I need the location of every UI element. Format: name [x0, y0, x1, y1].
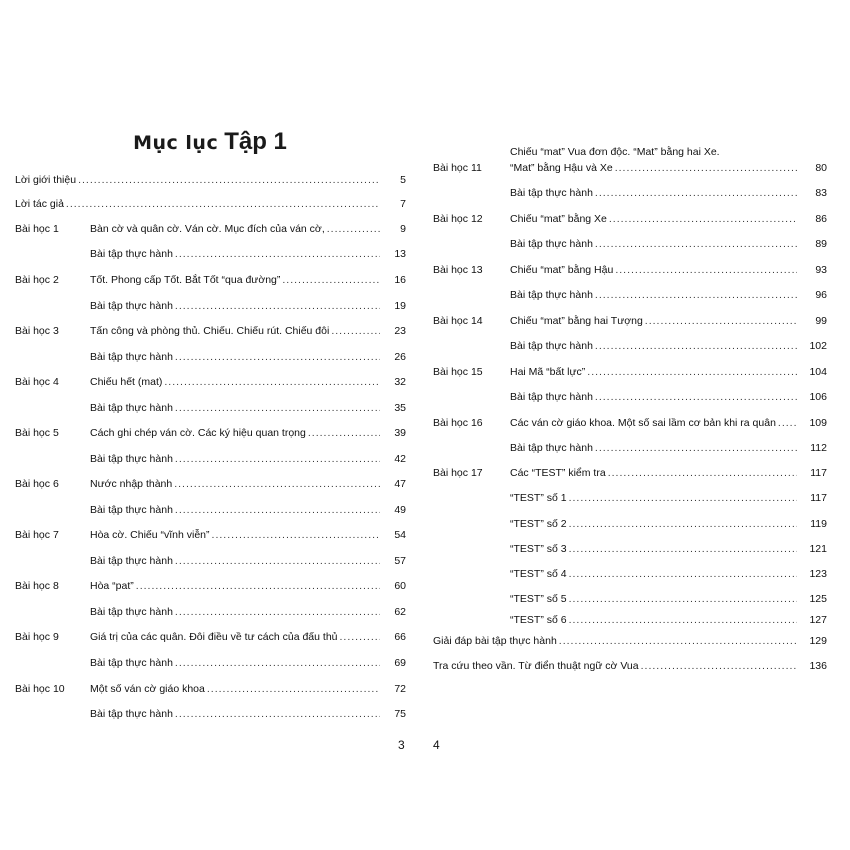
- page-number: 83: [815, 187, 827, 199]
- dot-leader: [207, 681, 380, 697]
- entry-text: Chiếu “mat” bằng Xe: [510, 213, 607, 225]
- toc-entry: [0, 527, 420, 543]
- entry-text: Tốt. Phong cấp Tốt. Bắt Tốt “qua đường”: [90, 274, 281, 286]
- toc-entry: [0, 400, 420, 416]
- dot-leader: [595, 287, 797, 303]
- toc-entry: [425, 211, 850, 227]
- page-number-right: 4: [433, 738, 440, 752]
- lesson-label: Bài học 13: [433, 264, 483, 276]
- toc-entry: [0, 272, 420, 288]
- page-number: 136: [809, 660, 827, 672]
- entry-text: Giải đáp bài tập thực hành: [433, 635, 557, 647]
- page-number: 5: [400, 174, 406, 186]
- toc-entry: [425, 338, 850, 354]
- toc-entry: [0, 196, 420, 212]
- right-page: [425, 0, 850, 850]
- dot-leader: [212, 527, 380, 543]
- entry-text: Các “TEST” kiểm tra: [510, 467, 606, 479]
- page-number: 127: [809, 614, 827, 626]
- lesson-11-first-line: [510, 144, 720, 160]
- toc-entry: [425, 541, 850, 557]
- lesson-label: Bài học 16: [433, 417, 483, 429]
- dot-leader: [175, 604, 380, 620]
- dot-leader: [645, 313, 797, 329]
- entry-text: Bài tập thực hành: [510, 238, 593, 250]
- toc-entry: [425, 236, 850, 252]
- entry-text: Lời giới thiệu: [15, 174, 77, 186]
- dot-leader: [569, 591, 797, 607]
- dot-leader: [569, 516, 797, 532]
- entry-text: “TEST” số 4: [510, 568, 567, 580]
- lesson-label: Bài học 15: [433, 366, 483, 378]
- entry-text: Bài tập thực hành: [510, 289, 593, 301]
- lesson-label: Bài học 1: [15, 223, 59, 235]
- dot-leader: [569, 490, 797, 506]
- entry-text: “TEST” số 5: [510, 593, 567, 605]
- dot-leader: [595, 338, 797, 354]
- lesson-label: Bài học 6: [15, 478, 59, 490]
- toc-entry: [425, 440, 850, 456]
- page-number: 62: [394, 606, 406, 618]
- dot-leader: [66, 196, 380, 212]
- toc-entry: [425, 313, 850, 329]
- page-number: 129: [809, 635, 827, 647]
- page-number: 26: [394, 351, 406, 363]
- entry-text: Lời tác giả: [15, 198, 64, 210]
- entry-text: Chiếu “mat” bằng hai Tượng: [510, 315, 643, 327]
- toc-entry: [425, 364, 850, 380]
- page-number: 119: [810, 518, 827, 530]
- toc-entry: [0, 451, 420, 467]
- lesson-label: Bài học 14: [433, 315, 483, 327]
- entry-text: Bài tập thực hành: [90, 504, 173, 516]
- dot-leader: [569, 566, 797, 582]
- dot-leader: [615, 160, 797, 176]
- toc-entry: [425, 591, 850, 607]
- page-number: 57: [394, 555, 406, 567]
- page-number: 47: [394, 478, 406, 490]
- lesson-label: Bài học 10: [15, 683, 65, 695]
- toc-entry: [425, 389, 850, 405]
- page-number: 99: [815, 315, 827, 327]
- lesson-label: Bài học 12: [433, 213, 483, 225]
- page-number: 102: [809, 340, 827, 352]
- toc-entry: [0, 246, 420, 262]
- toc-entry: [0, 604, 420, 620]
- page-number: 109: [809, 417, 827, 429]
- page-number: 13: [394, 248, 406, 260]
- dot-leader: [174, 476, 380, 492]
- page-number: 54: [394, 529, 406, 541]
- page-number: 72: [394, 683, 406, 695]
- entry-text: Tra cứu theo vần. Từ điển thuật ngữ cờ Vua: [433, 660, 639, 672]
- entry-text: “Mat” bằng Hậu và Xe: [510, 162, 613, 174]
- page-number: 49: [394, 504, 406, 516]
- page-title: [0, 128, 420, 156]
- page-number-left: 3: [398, 738, 405, 752]
- dot-leader: [569, 612, 797, 628]
- entry-text: Nước nhập thành: [90, 478, 173, 490]
- lesson-label: Bài học 7: [15, 529, 59, 541]
- dot-leader: [175, 706, 380, 722]
- toc-entry: [425, 490, 850, 506]
- dot-leader: [175, 451, 380, 467]
- toc-entry: [0, 681, 420, 697]
- dot-leader: [778, 415, 797, 431]
- lesson-label: Bài học 17: [433, 467, 483, 479]
- toc-entry: [425, 633, 850, 649]
- dot-leader: [587, 364, 797, 380]
- toc-entry: [0, 425, 420, 441]
- entry-text: “TEST” số 2: [510, 518, 567, 530]
- entry-text: Bài tập thực hành: [510, 391, 593, 403]
- lesson-label: Bài học 11: [433, 162, 482, 174]
- entry-text: Bài tập thực hành: [90, 300, 173, 312]
- dot-leader: [175, 553, 380, 569]
- dot-leader: [595, 389, 797, 405]
- entry-text: Bài tập thực hành: [510, 442, 593, 454]
- page-number: 7: [400, 198, 406, 210]
- dot-leader: [331, 323, 380, 339]
- entry-text: Bài tập thực hành: [90, 555, 173, 567]
- entry-text: Hòa cờ. Chiếu “vĩnh viễn”: [90, 529, 210, 541]
- page-number: 104: [809, 366, 827, 378]
- page-number: 69: [394, 657, 406, 669]
- entry-text: Giá trị của các quân. Đôi điều về tư cách của đấu thủ: [90, 631, 338, 643]
- dot-leader: [78, 172, 380, 188]
- page-number: 35: [394, 402, 406, 414]
- toc-entry: [425, 415, 850, 431]
- toc-entry: [425, 516, 850, 532]
- dot-leader: [569, 541, 797, 557]
- dot-leader: [327, 221, 380, 237]
- entry-text: Chiếu “mat” bằng Hậu: [510, 264, 614, 276]
- dot-leader: [340, 629, 380, 645]
- entry-text: “TEST” số 1: [510, 492, 567, 504]
- toc-entry: [0, 298, 420, 314]
- lesson-label: Bài học 5: [15, 427, 59, 439]
- entry-text: Tấn công và phòng thủ. Chiếu. Chiếu rút. Chiếu đôi: [90, 325, 330, 337]
- dot-leader: [175, 655, 380, 671]
- page-number: 93: [815, 264, 827, 276]
- dot-leader: [595, 236, 797, 252]
- entry-text: Bài tập thực hành: [90, 402, 173, 414]
- entry-text: Bài tập thực hành: [90, 453, 173, 465]
- toc-entry: [0, 578, 420, 594]
- page-number: 117: [810, 467, 827, 479]
- entry-text: Bài tập thực hành: [90, 708, 173, 720]
- toc-entry: [425, 612, 850, 628]
- page-number: 42: [394, 453, 406, 465]
- toc-entry: [0, 553, 420, 569]
- page-number: 80: [815, 162, 827, 174]
- dot-leader: [559, 633, 797, 649]
- lesson-label: Bài học 3: [15, 325, 59, 337]
- dot-leader: [175, 246, 380, 262]
- dot-leader: [175, 502, 380, 518]
- lesson-label: Bài học 8: [15, 580, 59, 592]
- dot-leader: [164, 374, 380, 390]
- toc-entry: [425, 185, 850, 201]
- toc-entry: [425, 287, 850, 303]
- entry-text: Cách ghi chép ván cờ. Các ký hiệu quan trọng: [90, 427, 306, 439]
- toc-entry: [425, 262, 850, 278]
- page-number: 86: [815, 213, 827, 225]
- page-number: 32: [394, 376, 406, 388]
- entry-text: Bài tập thực hành: [90, 606, 173, 618]
- entry-text: Chiếu “mat” Vua đơn độc. “Mat” bằng hai Xe.: [510, 146, 720, 158]
- entry-text: Hai Mã “bất lực”: [510, 366, 586, 378]
- page-number: 123: [809, 568, 827, 580]
- lesson-label: Bài học 2: [15, 274, 59, 286]
- dot-leader: [595, 185, 797, 201]
- toc-entry: [0, 323, 420, 339]
- entry-text: Một số ván cờ giáo khoa: [90, 683, 205, 695]
- dot-leader: [175, 349, 380, 365]
- page-number: 60: [394, 580, 406, 592]
- dot-leader: [608, 465, 797, 481]
- lesson-label: Bài học 4: [15, 376, 59, 388]
- dot-leader: [308, 425, 380, 441]
- page-number: 117: [810, 492, 827, 504]
- toc-entry: [0, 629, 420, 645]
- title-volume: Tập 1: [224, 128, 287, 155]
- toc-entry: [425, 465, 850, 481]
- page-number: 125: [809, 593, 827, 605]
- entry-text: Bài tập thực hành: [510, 187, 593, 199]
- entry-text: “TEST” số 3: [510, 543, 567, 555]
- page-number: 66: [394, 631, 406, 643]
- entry-text: Hòa “pat”: [90, 580, 134, 592]
- dot-leader: [641, 658, 797, 674]
- dot-leader: [175, 400, 380, 416]
- dot-leader: [136, 578, 380, 594]
- toc-entry: [0, 706, 420, 722]
- toc-entry: [0, 476, 420, 492]
- page-number: 23: [394, 325, 406, 337]
- entry-text: Các ván cờ giáo khoa. Một số sai lầm cơ bản khi ra quân: [510, 417, 776, 429]
- dot-leader: [595, 440, 797, 456]
- entry-text: Bài tập thực hành: [510, 340, 593, 352]
- entry-text: Chiếu hết (mat): [90, 376, 163, 388]
- page-number: 9: [400, 223, 406, 235]
- toc-entry: [0, 172, 420, 188]
- toc-entry: [425, 658, 850, 674]
- entry-text: Bài tập thực hành: [90, 351, 173, 363]
- toc-entry: [0, 502, 420, 518]
- toc-entry: [0, 221, 420, 237]
- entry-text: Bài tập thực hành: [90, 657, 173, 669]
- lesson-label: Bài học 9: [15, 631, 59, 643]
- page-number: 89: [815, 238, 827, 250]
- entry-text: “TEST” số 6: [510, 614, 567, 626]
- title-main: Mục lục: [133, 132, 219, 154]
- page-number: 39: [394, 427, 406, 439]
- entry-text: Bàn cờ và quân cờ. Ván cờ. Mục đích của ván cờ,: [90, 223, 325, 235]
- toc-entry: [425, 566, 850, 582]
- page-number: 96: [815, 289, 827, 301]
- toc-entry: [0, 374, 420, 390]
- page-number: 112: [810, 442, 827, 454]
- page-number: 19: [394, 300, 406, 312]
- toc-entry: [425, 160, 850, 176]
- left-page: [0, 0, 420, 850]
- page-number: 121: [809, 543, 827, 555]
- page-number: 106: [809, 391, 827, 403]
- dot-leader: [175, 298, 380, 314]
- dot-leader: [615, 262, 797, 278]
- dot-leader: [282, 272, 380, 288]
- page-number: 75: [394, 708, 406, 720]
- entry-text: Bài tập thực hành: [90, 248, 173, 260]
- toc-entry: [0, 655, 420, 671]
- toc-entry: [0, 349, 420, 365]
- page-number: 16: [394, 274, 406, 286]
- dot-leader: [609, 211, 797, 227]
